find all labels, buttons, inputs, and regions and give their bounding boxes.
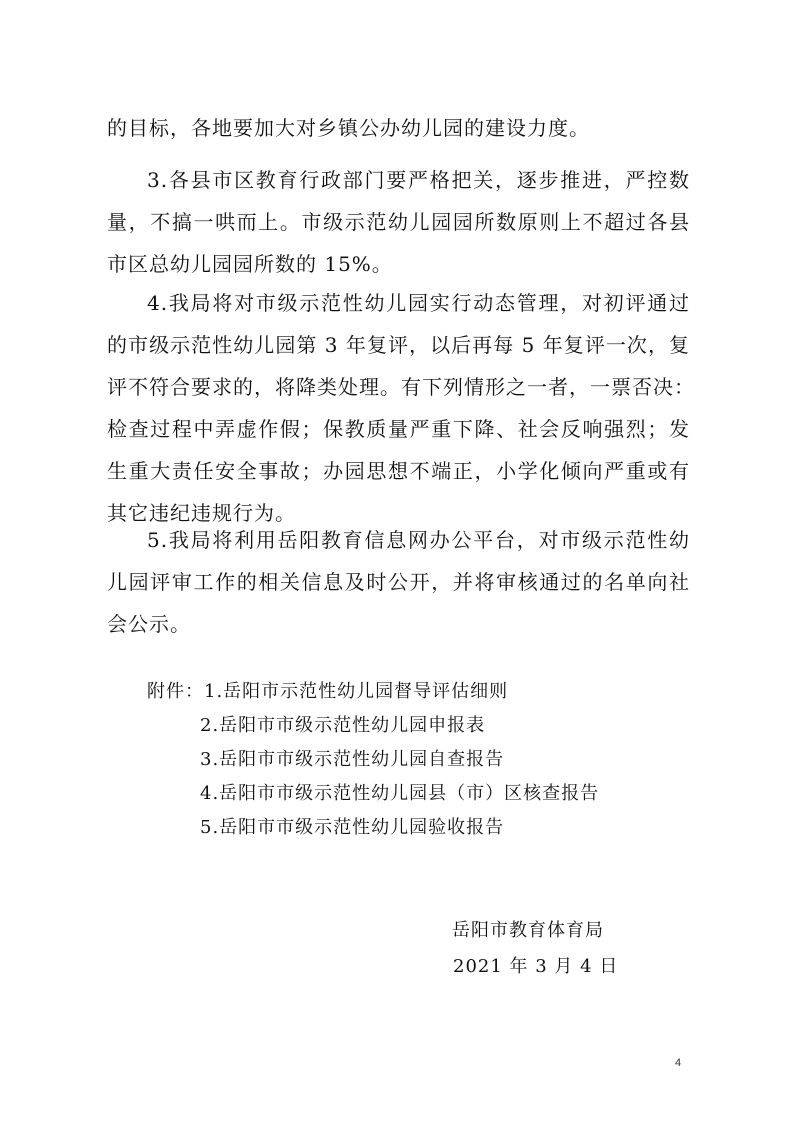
issuing-organization: 岳阳市教育体育局 (452, 920, 604, 941)
paragraph-line: 市区总幼儿园园所数的 15%。 (107, 252, 393, 276)
issue-date: 2021 年 3 月 4 日 (453, 956, 619, 977)
paragraph-line: 的市级示范性幼儿园第 3 年复评，以后再每 5 年复评一次，复 (107, 333, 690, 357)
attachment-item: 3.岳阳市市级示范性幼儿园自查报告 (200, 749, 505, 770)
paragraph-continuation (107, 107, 690, 149)
paragraph-line: 评不符合要求的，将降类处理。有下列情形之一者，一票否决： (107, 375, 695, 399)
paragraph-item-4 (107, 282, 695, 534)
attachment-item: 5.岳阳市市级示范性幼儿园验收报告 (200, 817, 505, 838)
attachment-item (147, 675, 599, 709)
attachments-list (147, 675, 599, 845)
paragraph-line: 儿园评审工作的相关信息及时公开，并将审核通过的名单向社 (107, 570, 690, 594)
paragraph-line: 5.我局将利用岳阳教育信息网办公平台，对市级示范性幼 (147, 528, 690, 552)
signature-block (452, 913, 618, 985)
paragraph-line: 其它违纪违规行为。 (107, 501, 296, 525)
attachment-title: 1.岳阳市示范性幼儿园督导评估细则 (204, 681, 509, 702)
paragraph-line: 量，不搞一哄而上。市级示范幼儿园园所数原则上不超过各县 (107, 210, 690, 234)
paragraph-line: 4.我局将对市级示范性幼儿园实行动态管理，对初评通过 (147, 291, 690, 315)
attachments-label: 附件： (147, 681, 204, 702)
attachment-item: 2.岳阳市市级示范性幼儿园申报表 (200, 715, 486, 736)
page-number: 4 (675, 1057, 682, 1069)
paragraph-line: 的目标，各地要加大对乡镇公办幼儿园的建设力度。 (107, 116, 590, 140)
attachment-item: 4.岳阳市市级示范性幼儿园县（市）区核查报告 (200, 783, 600, 804)
paragraph-line: 检查过程中弄虚作假；保教质量严重下降、社会反响强烈；发 (107, 417, 690, 441)
paragraph-line: 生重大责任安全事故；办园思想不端正，小学化倾向严重或有 (107, 459, 690, 483)
paragraph-item-3 (107, 159, 690, 285)
paragraph-item-5 (107, 519, 690, 645)
paragraph-line: 会公示。 (107, 612, 191, 636)
paragraph-line: 3.各县市区教育行政部门要严格把关，逐步推进，严控数 (147, 168, 690, 192)
